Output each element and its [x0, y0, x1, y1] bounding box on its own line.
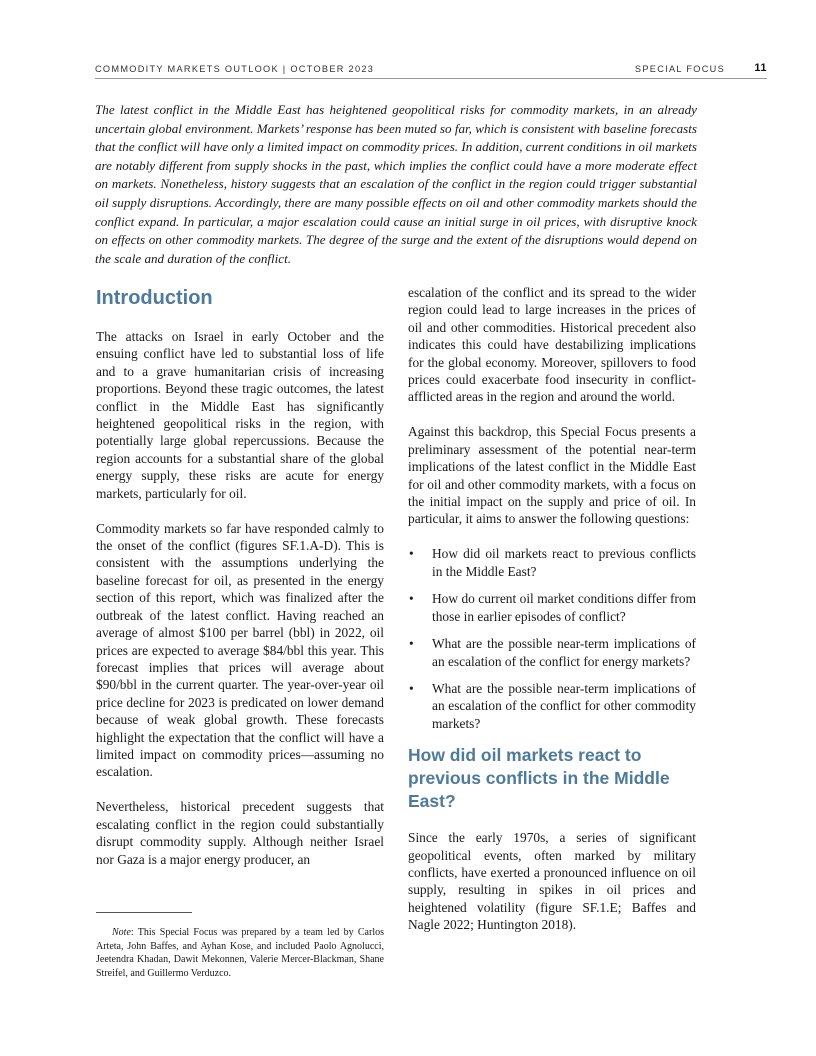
question-text: What are the possible near-term implications of an escalation of the conflict for other commodity markets? [432, 680, 696, 731]
footnote-label: Note [112, 927, 131, 938]
bullet-icon: • [409, 636, 414, 652]
oil-reaction-paragraph: Since the early 1970s, a series of significant geopolitical events, often marked by military conflicts, have exerted a pronounced influence on oil supply, resulting in spikes in oil prices and heightened volatility (figure SF.1.E; Baffes and Nagle 2022; Huntington 2018). [408, 830, 696, 933]
bullet-icon: • [409, 591, 414, 607]
question-item [408, 590, 696, 625]
bullet-icon: • [409, 680, 414, 696]
question-text: What are the possible near-term implications of an escalation of the conflict for energy markets? [432, 636, 696, 669]
question-item [408, 635, 696, 670]
section-label: SPECIAL FOCUS [634, 64, 725, 74]
intro-paragraph-3-start: Nevertheless, historical precedent suggests that escalating conflict in the region could substantially disrupt commodity supply. Although neither Israel nor Gaza is a major energy producer, an [96, 799, 384, 867]
question-text: How did oil markets react to previous conflicts in the Middle East? [432, 546, 696, 579]
intro-paragraph-2: Commodity markets so far have responded calmly to the onset of the conflict (figures SF.1.A-D). This is consistent with the assumptions underlying the baseline forecast for oil, as presented in the energy section of this report, which was finalized after the outbreak of the latest conflict. Having reached an average of almost $100 per barrel (bbl) in 2022, oil prices are expected to average $84/bbl this year. This forecast implies that prices will average about $90/bbl in the current quarter. The year-over-year oil price decline for 2023 is predicated on lower demand because of weak global growth. These forecasts highlight the expectation that the conflict will have a limited impact on commodity prices—assuming no escalation. [96, 520, 384, 780]
footnote-divider [96, 912, 192, 913]
question-text: How do current oil market conditions differ from those in earlier episodes of conflict? [432, 591, 696, 624]
intro-paragraph-4: Against this backdrop, this Special Focus presents a preliminary assessment of the potential near-term implications of the latest conflict in the Middle East for oil and other commodity markets, with a focus on the initial impact on the supply and price of oil. In particular, it aims to answer the following questions: [408, 424, 696, 527]
question-item [408, 680, 696, 732]
footnote [96, 926, 384, 980]
oil-reaction-heading: How did oil markets react to previous conflicts in the Middle East? [408, 745, 670, 812]
left-column [96, 285, 384, 886]
intro-paragraph-1: The attacks on Israel in early October and the ensuing conflict have led to substantial loss of life and to a grave humanitarian crisis of increasing proportions. Beyond these tragic outcomes, the latest conflict in the Middle East has significantly heightened geopolitical risks in the region, with potentially large global repercussions. Because the region accounts for a substantial share of the global energy supply, these risks are acute for energy markets, particularly for oil. [96, 329, 384, 501]
running-header [95, 62, 767, 79]
introduction-heading: Introduction [96, 287, 213, 309]
bullet-icon: • [409, 546, 414, 562]
abstract: The latest conflict in the Middle East has heightened geopolitical risks for commodity markets, in an already uncertain global environment. Markets’ response has been muted so far, which is consistent with baseline forecasts that the conflict will have only a limited impact on commodity prices. In addition, current conditions in oil markets are notably different from supply shocks in the past, which implies the conflict could have a more moderate effect on markets. Nonetheless, history suggests that an escalation of the conflict in the region could trigger substantial oil supply disruptions. Accordingly, there are many possible effects on oil and other commodity markets should the conflict expand. In particular, a major escalation could cause an initial surge in oil prices, with disruptive knock on effects on other commodity markets. The degree of the surge and the extent of the disruptions would depend on the scale and duration of the conflict. [95, 102, 697, 266]
right-column [408, 284, 696, 951]
intro-paragraph-3-end: escalation of the conflict and its spread to the wider region could lead to large increases in the prices of oil and other commodities. Historical precedent also indicates this could have destabilizing implications for the global economy. Moreover, spillovers to food prices could exacerbate food insecurity in conflict-afflicted areas in the region and around the world. [408, 285, 696, 405]
question-item [408, 545, 696, 580]
footnote-text: : This Special Focus was prepared by a team led by Carlos Arteta, John Baffes, and Ayhan Kose, and included Paolo Agnolucci, Jeetendra Khadan, Dawit Mekonnen, Valerie Mercer-Blackman, Shane Streifel, and Guillermo Verduzco. [96, 927, 384, 979]
page-number: 11 [754, 62, 767, 74]
publication-title: COMMODITY MARKETS OUTLOOK | OCTOBER 2023 [95, 64, 375, 74]
questions-list [408, 545, 696, 732]
